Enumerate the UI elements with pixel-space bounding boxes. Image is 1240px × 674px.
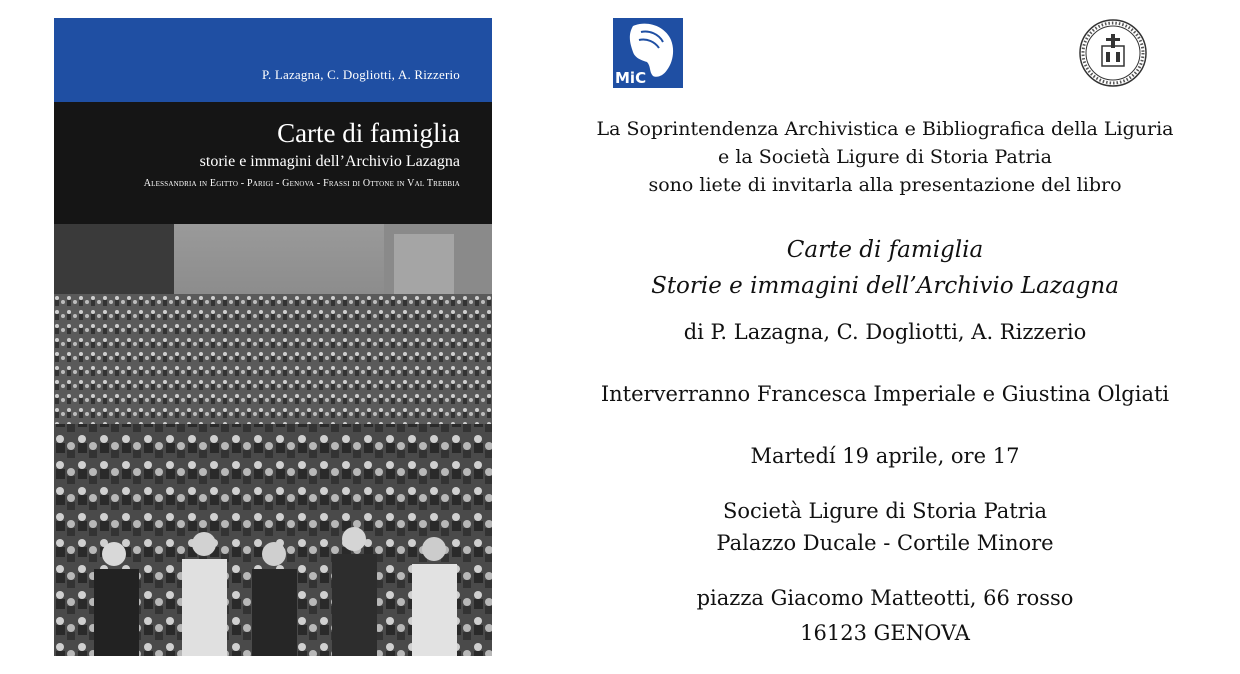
address-line-1: piazza Giacomo Matteotti, 66 rosso [696, 586, 1074, 610]
venue-line-2: Palazzo Ducale - Cortile Minore [716, 531, 1054, 555]
speakers: Interverranno Francesca Imperiale e Giustina Olgiati [600, 382, 1170, 406]
crowd-photo [54, 224, 492, 656]
ministry-logo-text: MiC [615, 69, 647, 87]
book-title-line-1: Carte di famiglia [786, 237, 984, 263]
cover-title-block [54, 102, 492, 224]
venue-line-1: Società Ligure di Storia Patria [722, 499, 1047, 523]
cover-author-band [54, 18, 492, 102]
cover-subtitle: storie e immagini dell’Archivio Lazagna [199, 153, 460, 170]
book-authors: di P. Lazagna, C. Dogliotti, A. Rizzerio [683, 320, 1087, 344]
cover-authors: P. Lazagna, C. Dogliotti, A. Rizzerio [261, 67, 460, 82]
intro-line-2: e la Società Ligure di Storia Patria [718, 146, 1052, 168]
book-cover [54, 18, 492, 656]
intro-line-1: La Soprintendenza Archivistica e Bibliografica della Liguria [596, 118, 1174, 140]
invitation-text [530, 0, 1240, 674]
intro-line-3: sono liete di invitarla alla presentazione del libro [648, 174, 1122, 196]
cover-places: Alessandria in Egitto - Parigi - Genova - Frassi di Ottone in Val Trebbia [143, 178, 460, 189]
book-title-line-2: Storie e immagini dell’Archivio Lazagna [651, 273, 1119, 299]
cover-title: Carte di famiglia [277, 118, 460, 148]
address-line-2: 16123 GENOVA [800, 621, 970, 645]
event-date: Martedí 19 aprile, ore 17 [750, 444, 1020, 468]
